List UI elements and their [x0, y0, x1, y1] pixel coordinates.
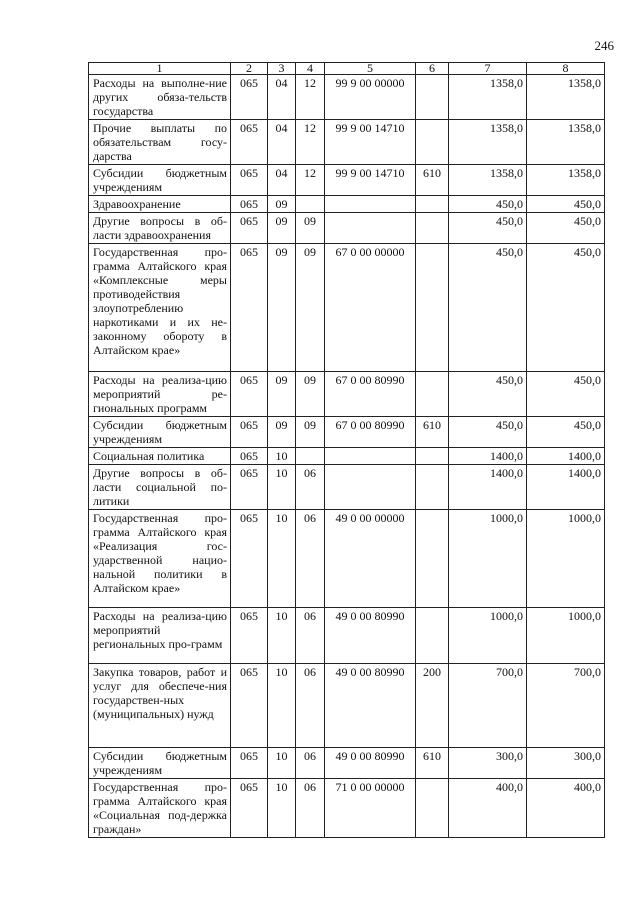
amount-approved-cell: 450,0 — [527, 196, 605, 213]
target-article-cell: 67 0 00 00000 — [325, 244, 416, 372]
section-code-cell: 10 — [268, 748, 296, 779]
subsection-code-cell — [296, 196, 325, 213]
amount-cell: 1400,0 — [449, 448, 527, 465]
row-name-cell: Государственная про-грамма Алтайского края «Комплексные меры противодействия злоупотреблению наркотиками и их не-законному обороту в Алтайском крае» — [89, 244, 231, 372]
header-cell: 4 — [296, 63, 325, 75]
section-code-cell: 09 — [268, 196, 296, 213]
expense-type-cell — [416, 779, 449, 838]
subsection-code-cell: 06 — [296, 510, 325, 608]
page-number: 246 — [594, 38, 614, 53]
target-article-cell: 49 0 00 80990 — [325, 608, 416, 664]
subsection-code-cell: 09 — [296, 372, 325, 417]
row-name-cell: Здравоохранение — [89, 196, 231, 213]
section-code-cell: 04 — [268, 75, 296, 120]
header-cell: 2 — [231, 63, 268, 75]
amount-cell: 450,0 — [449, 417, 527, 448]
table-row — [89, 75, 605, 120]
header-cell: 1 — [89, 63, 231, 75]
table-row — [89, 608, 605, 664]
expense-type-cell — [416, 120, 449, 165]
ministry-code-cell: 065 — [231, 75, 268, 120]
section-code-cell: 10 — [268, 608, 296, 664]
expense-type-cell: 610 — [416, 417, 449, 448]
amount-cell: 300,0 — [449, 748, 527, 779]
ministry-code-cell: 065 — [231, 372, 268, 417]
header-row — [89, 63, 605, 75]
ministry-code-cell: 065 — [231, 165, 268, 196]
amount-cell: 1000,0 — [449, 608, 527, 664]
target-article-cell — [325, 213, 416, 244]
header-cell: 6 — [416, 63, 449, 75]
amount-approved-cell: 450,0 — [527, 417, 605, 448]
expense-type-cell — [416, 213, 449, 244]
ministry-code-cell: 065 — [231, 120, 268, 165]
ministry-code-cell: 065 — [231, 417, 268, 448]
amount-approved-cell: 300,0 — [527, 748, 605, 779]
header-cell: 3 — [268, 63, 296, 75]
expense-type-cell — [416, 608, 449, 664]
amount-cell: 450,0 — [449, 213, 527, 244]
row-name-cell: Закупка товаров, работ и услуг для обеспече-ния государствен-ных (муниципальных) нужд — [89, 664, 231, 748]
row-name-cell: Субсидии бюджетным учреждениям — [89, 417, 231, 448]
subsection-code-cell: 09 — [296, 244, 325, 372]
amount-cell: 1358,0 — [449, 165, 527, 196]
amount-approved-cell: 1358,0 — [527, 75, 605, 120]
row-name-cell: Расходы на реализа-цию мероприятий региональных про-грамм — [89, 608, 231, 664]
section-code-cell: 04 — [268, 165, 296, 196]
table-row — [89, 196, 605, 213]
amount-approved-cell: 1400,0 — [527, 448, 605, 465]
expense-type-cell: 610 — [416, 748, 449, 779]
amount-cell: 1358,0 — [449, 120, 527, 165]
table-row — [89, 664, 605, 748]
ministry-code-cell: 065 — [231, 664, 268, 748]
header-cell: 8 — [527, 63, 605, 75]
table-row — [89, 779, 605, 838]
row-name-cell: Социальная политика — [89, 448, 231, 465]
amount-approved-cell: 450,0 — [527, 213, 605, 244]
ministry-code-cell: 065 — [231, 465, 268, 510]
amount-cell: 450,0 — [449, 196, 527, 213]
table-row — [89, 448, 605, 465]
amount-cell: 450,0 — [449, 372, 527, 417]
table-row — [89, 372, 605, 417]
row-name-cell: Государственная про-грамма Алтайского края «Социальная под-держка граждан» — [89, 779, 231, 838]
table-row — [89, 120, 605, 165]
amount-approved-cell: 400,0 — [527, 779, 605, 838]
ministry-code-cell: 065 — [231, 213, 268, 244]
ministry-code-cell: 065 — [231, 779, 268, 838]
amount-cell: 1000,0 — [449, 510, 527, 608]
amount-approved-cell: 1358,0 — [527, 165, 605, 196]
table-row — [89, 510, 605, 608]
target-article-cell: 67 0 00 80990 — [325, 417, 416, 448]
section-code-cell: 09 — [268, 417, 296, 448]
target-article-cell: 67 0 00 80990 — [325, 372, 416, 417]
amount-approved-cell: 700,0 — [527, 664, 605, 748]
ministry-code-cell: 065 — [231, 196, 268, 213]
expense-type-cell: 200 — [416, 664, 449, 748]
ministry-code-cell: 065 — [231, 608, 268, 664]
row-name-cell: Прочие выплаты по обязательствам госу-дарства — [89, 120, 231, 165]
section-code-cell: 10 — [268, 465, 296, 510]
amount-approved-cell: 450,0 — [527, 244, 605, 372]
target-article-cell: 49 0 00 00000 — [325, 510, 416, 608]
subsection-code-cell — [296, 448, 325, 465]
subsection-code-cell: 06 — [296, 465, 325, 510]
target-article-cell: 99 9 00 00000 — [325, 75, 416, 120]
section-code-cell: 10 — [268, 664, 296, 748]
header-cell: 7 — [449, 63, 527, 75]
row-name-cell: Другие вопросы в об-ласти социальной по-литики — [89, 465, 231, 510]
target-article-cell: 71 0 00 00000 — [325, 779, 416, 838]
table-row — [89, 165, 605, 196]
subsection-code-cell: 06 — [296, 664, 325, 748]
target-article-cell: 49 0 00 80990 — [325, 664, 416, 748]
target-article-cell: 99 9 00 14710 — [325, 165, 416, 196]
row-name-cell: Субсидии бюджетным учреждениям — [89, 165, 231, 196]
expense-type-cell — [416, 75, 449, 120]
row-name-cell: Расходы на выполне-ние других обяза-тельств государства — [89, 75, 231, 120]
section-code-cell: 04 — [268, 120, 296, 165]
target-article-cell: 49 0 00 80990 — [325, 748, 416, 779]
table-row — [89, 748, 605, 779]
amount-cell: 400,0 — [449, 779, 527, 838]
row-name-cell: Субсидии бюджетным учреждениям — [89, 748, 231, 779]
header-cell: 5 — [325, 63, 416, 75]
subsection-code-cell: 09 — [296, 417, 325, 448]
amount-approved-cell: 450,0 — [527, 372, 605, 417]
expense-type-cell — [416, 244, 449, 372]
subsection-code-cell: 09 — [296, 213, 325, 244]
table-row — [89, 417, 605, 448]
table-row — [89, 213, 605, 244]
expense-type-cell — [416, 510, 449, 608]
amount-cell: 1358,0 — [449, 75, 527, 120]
subsection-code-cell: 06 — [296, 748, 325, 779]
expense-type-cell — [416, 448, 449, 465]
amount-approved-cell: 1000,0 — [527, 510, 605, 608]
target-article-cell — [325, 465, 416, 510]
amount-cell: 700,0 — [449, 664, 527, 748]
amount-cell: 1400,0 — [449, 465, 527, 510]
section-code-cell: 09 — [268, 244, 296, 372]
subsection-code-cell: 12 — [296, 120, 325, 165]
table-body — [89, 75, 605, 838]
expense-type-cell — [416, 372, 449, 417]
subsection-code-cell: 12 — [296, 75, 325, 120]
target-article-cell — [325, 196, 416, 213]
expense-type-cell — [416, 196, 449, 213]
budget-table — [88, 62, 605, 838]
section-code-cell: 09 — [268, 213, 296, 244]
target-article-cell: 99 9 00 14710 — [325, 120, 416, 165]
section-code-cell: 10 — [268, 510, 296, 608]
subsection-code-cell: 12 — [296, 165, 325, 196]
ministry-code-cell: 065 — [231, 244, 268, 372]
target-article-cell — [325, 448, 416, 465]
row-name-cell: Другие вопросы в об-ласти здравоохранения — [89, 213, 231, 244]
section-code-cell: 09 — [268, 372, 296, 417]
ministry-code-cell: 065 — [231, 510, 268, 608]
section-code-cell: 10 — [268, 779, 296, 838]
section-code-cell: 10 — [268, 448, 296, 465]
subsection-code-cell: 06 — [296, 608, 325, 664]
ministry-code-cell: 065 — [231, 448, 268, 465]
amount-cell: 450,0 — [449, 244, 527, 372]
amount-approved-cell: 1000,0 — [527, 608, 605, 664]
amount-approved-cell: 1358,0 — [527, 120, 605, 165]
subsection-code-cell: 06 — [296, 779, 325, 838]
table-row — [89, 244, 605, 372]
row-name-cell: Государственная про-грамма Алтайского края «Реализация гос-ударственной нацио-нальной политики в Алтайском крае» — [89, 510, 231, 608]
expense-type-cell: 610 — [416, 165, 449, 196]
ministry-code-cell: 065 — [231, 748, 268, 779]
table-row — [89, 465, 605, 510]
amount-approved-cell: 1400,0 — [527, 465, 605, 510]
expense-type-cell — [416, 465, 449, 510]
row-name-cell: Расходы на реализа-цию мероприятий ре-гиональных программ — [89, 372, 231, 417]
